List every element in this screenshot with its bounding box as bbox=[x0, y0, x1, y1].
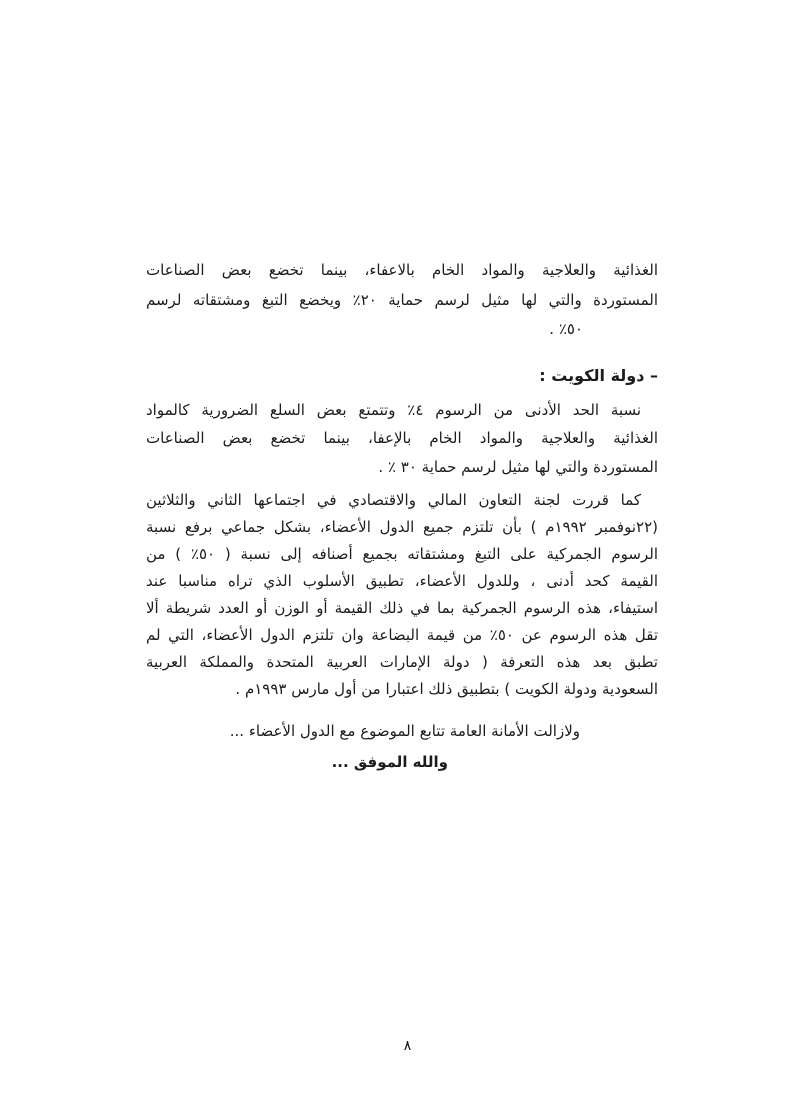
committee-paragraph bbox=[146, 487, 658, 703]
text-line: القيمة كحد أدنى ، وللدول الأعضاء، تطبيق الأسلوب الذي تراه مناسبا عند bbox=[146, 572, 658, 590]
text-line: الغذائية والعلاجية والمواد الخام بالاعفاء، بينما تخضع بعض الصناعات bbox=[146, 261, 658, 279]
closing-line-followup: ولازالت الأمانة العامة تتابع الموضوع مع الدول الأعضاء ... bbox=[229, 722, 580, 740]
kuwait-paragraph bbox=[146, 396, 658, 481]
text-line: نسبة الحد الأدنى من الرسوم ٤٪ وتتمتع بعض السلع الضرورية كالمواد bbox=[146, 401, 641, 419]
text-line: المستوردة والتي لها مثيل لرسم حماية ٣٠ ٪ . bbox=[378, 457, 658, 476]
text-line: السعودية ودولة الكويت ) بتطبيق ذلك اعتبارا من أول مارس ١٩٩٣م . bbox=[235, 680, 658, 698]
text-line: ٥٠٪ . bbox=[549, 320, 583, 338]
text-line: تقل هذه الرسوم عن ٥٠٪ من قيمة البضاعة وان تلتزم الدول الأعضاء، التي لم bbox=[146, 626, 658, 644]
text-line: الغذائية والعلاجية والمواد الخام بالإعفا، بينما تخضع بعض الصناعات bbox=[146, 429, 658, 448]
closing-line-valediction: والله الموفق ... bbox=[331, 753, 448, 771]
text-line: كما قررت لجنة التعاون المالي والاقتصادي في اجتماعها الثاني والثلاثين bbox=[146, 491, 641, 509]
text-line: تطبق بعد هذه التعرفة ( دولة الإمارات العربية المتحدة والمملكة العربية bbox=[146, 653, 658, 671]
text-line: الرسوم الجمركية على التبغ ومشتقاته بجميع أصنافه إلى نسبة ( ٥٠٪ ) من bbox=[146, 545, 658, 563]
kuwait-section-heading: – دولة الكويت : bbox=[539, 366, 658, 385]
text-line: المستوردة والتي لها مثيل لرسم حماية ٢٠٪ ويخضع التبغ ومشتقاته لرسم bbox=[146, 290, 658, 309]
intro-paragraph bbox=[146, 256, 658, 345]
text-line: (٢٢نوفمبر ١٩٩٢م ) بأن تلتزم جميع الدول الأعضاء، بشكل جماعي برفع نسبة bbox=[146, 518, 658, 536]
page-number: ٨ bbox=[403, 1038, 412, 1054]
text-line: استيفاء، هذه الرسوم الجمركية بما في ذلك القيمة أو الوزن أو العدد شريطة ألا bbox=[146, 599, 658, 617]
